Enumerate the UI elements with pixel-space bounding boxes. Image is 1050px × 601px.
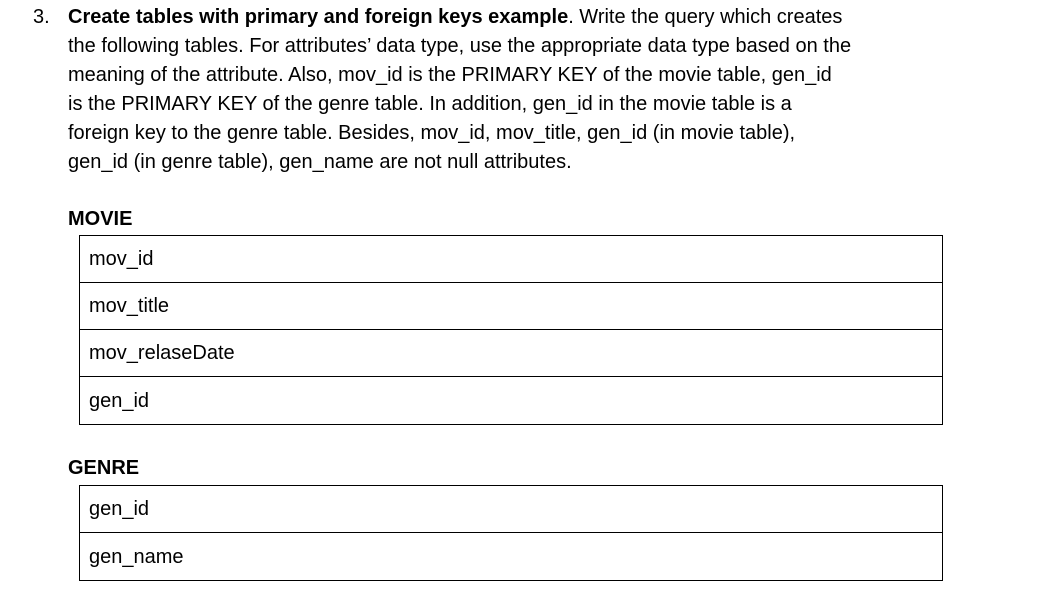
attribute-cell: mov_id bbox=[89, 248, 154, 270]
question-text bbox=[68, 3, 948, 177]
question-line bbox=[68, 3, 948, 32]
attribute-cell: gen_id bbox=[89, 498, 150, 520]
table-row bbox=[80, 533, 942, 580]
question-title: Create tables with primary and foreign keys example bbox=[68, 6, 569, 28]
question-line-text: . Write the query which creates bbox=[568, 6, 843, 28]
genre-table-label: GENRE bbox=[68, 457, 140, 479]
question-line: meaning of the attribute. Also, mov_id is the PRIMARY KEY of the movie table, gen_id bbox=[68, 64, 832, 86]
attribute-cell: gen_id bbox=[89, 389, 150, 412]
question-line: is the PRIMARY KEY of the genre table. In addition, gen_id in the movie table is a bbox=[68, 93, 792, 115]
question-line: gen_id (in genre table), gen_name are not null attributes. bbox=[68, 151, 572, 173]
attribute-cell: mov_title bbox=[89, 295, 170, 317]
table-row bbox=[80, 377, 942, 424]
table-row bbox=[80, 486, 942, 533]
question-line: foreign key to the genre table. Besides, mov_id, mov_title, gen_id (in movie table), bbox=[68, 122, 796, 144]
table-row bbox=[80, 236, 942, 283]
table-row bbox=[80, 283, 942, 330]
movie-table-label: MOVIE bbox=[68, 208, 133, 230]
movie-table bbox=[79, 235, 943, 425]
attribute-cell: gen_name bbox=[89, 545, 184, 568]
attribute-cell: mov_relaseDate bbox=[89, 342, 235, 364]
genre-table bbox=[79, 485, 943, 581]
question-line: the following tables. For attributes’ data type, use the appropriate data type based on the bbox=[68, 35, 852, 57]
table-row bbox=[80, 330, 942, 377]
question-number: 3. bbox=[33, 6, 50, 28]
